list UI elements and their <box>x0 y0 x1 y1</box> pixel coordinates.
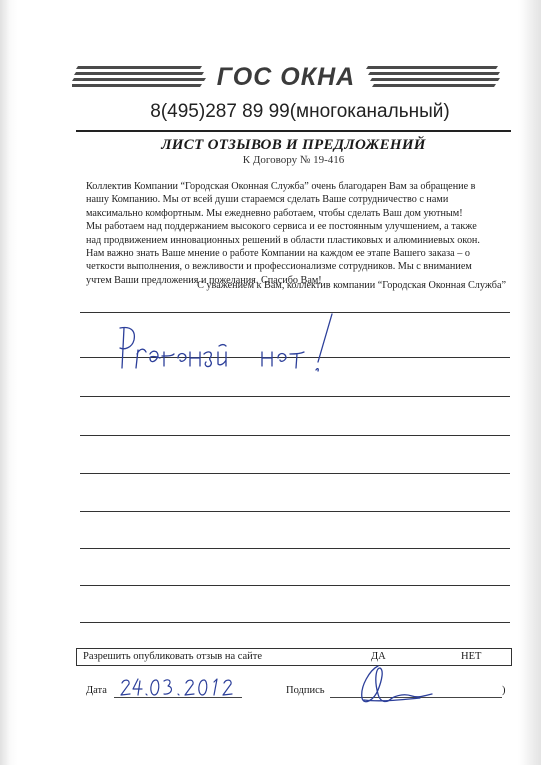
contract-number: К Договору № 19-416 <box>242 154 345 166</box>
intro-line: Коллектив Компании “Городская Оконная Служба” очень благодарен Вам за обращение в <box>86 181 476 192</box>
signature-close-paren: ) <box>502 685 506 696</box>
writing-line <box>80 622 510 623</box>
intro-line: над продвижением инновационных решений в области пластиковых и алюминиевых окон. <box>86 234 480 246</box>
intro-line: четкости выполнения, о вежливости и профессионализме сотрудников. Мы с вниманием <box>86 261 472 273</box>
date-label: Дата <box>86 685 107 696</box>
writing-line <box>80 396 510 397</box>
intro-line: максимально комфортным. Мы ежедневно работаем, чтобы сделать Ваш дом уютным! <box>86 207 463 219</box>
header-divider <box>76 130 511 132</box>
publish-yes-option[interactable]: ДА <box>371 651 386 662</box>
publish-consent-row <box>76 648 512 666</box>
form-title: ЛИСТ ОТЗЫВОВ И ПРЕДЛОЖЕНИЙ <box>161 137 426 153</box>
writing-line <box>80 548 510 549</box>
intro-line: Нам важно знать Ваше мнение о работе Компании на каждом ее этапе Вашего заказа – о <box>86 248 470 260</box>
logo-text: ГОС ОКНА <box>209 63 363 91</box>
scan-edge-shadow-right <box>518 0 541 765</box>
intro-line: Мы работаем над поддержанием высокого сервиса и ее постоянным улучшением, а также <box>86 221 477 233</box>
phone-number: 8(495)287 89 99(многоканальный) <box>150 101 450 122</box>
writing-line <box>80 473 510 474</box>
intro-signoff: С уважением к Вам, коллектив компании “Городская Оконная Служба” <box>197 280 506 291</box>
writing-line <box>80 511 510 512</box>
handwritten-signature <box>350 660 440 712</box>
intro-line: учтем Ваши предложения и пожелания. Спасибо Вам! <box>86 274 322 286</box>
publish-no-option[interactable]: НЕТ <box>461 651 482 662</box>
publish-consent-label: Разрешить опубликовать отзыв на сайте <box>83 651 263 662</box>
intro-paragraph <box>86 180 511 287</box>
signature-label: Подпись <box>286 685 325 696</box>
scan-edge-shadow-left <box>0 0 10 765</box>
writing-line <box>80 435 510 436</box>
company-logo <box>72 62 500 92</box>
handwritten-date <box>118 675 248 699</box>
writing-line <box>80 585 510 586</box>
handwritten-feedback <box>110 310 370 382</box>
intro-line: нашу Компанию. Мы от всей души стараемся сделать Ваше сотрудничество с нами <box>86 194 449 206</box>
